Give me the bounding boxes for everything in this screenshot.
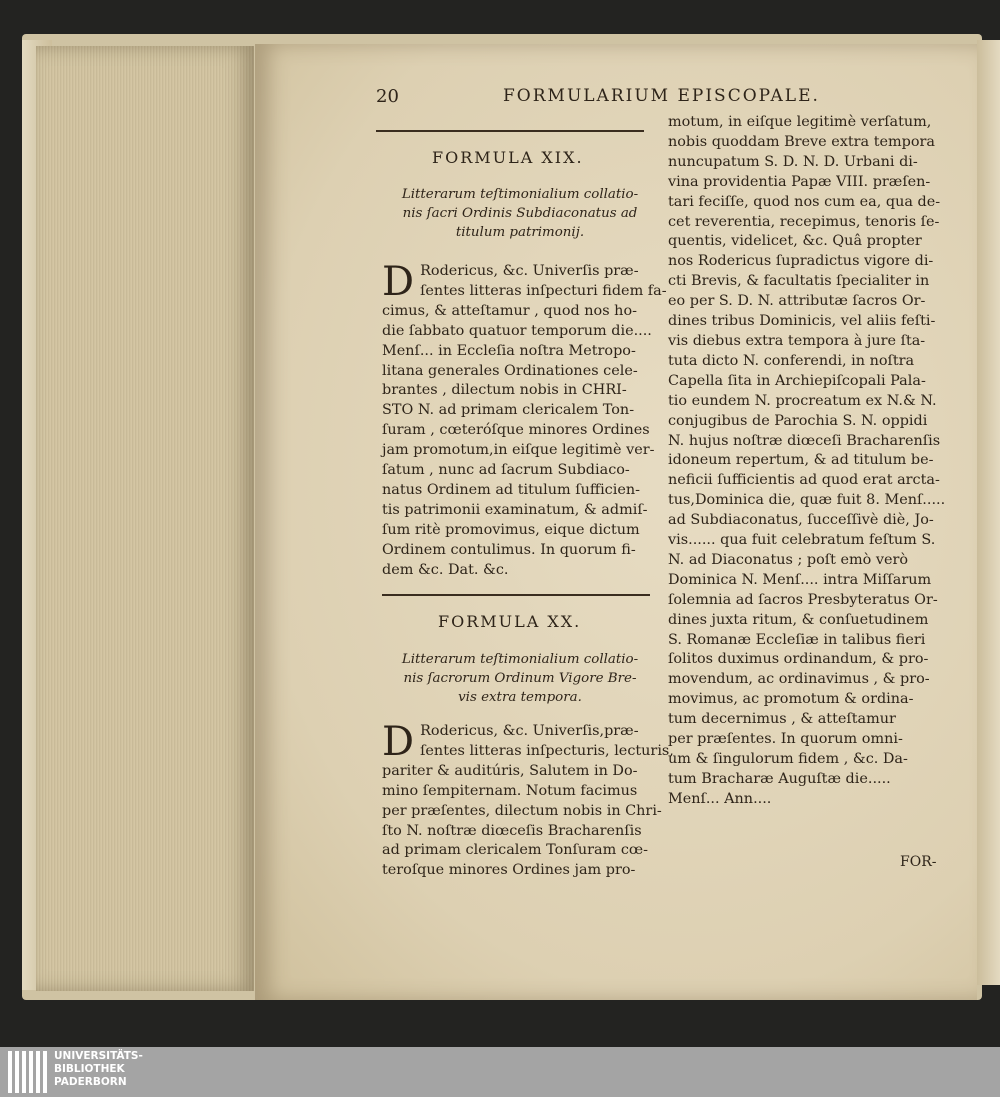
running-title: FORMULARIUM EPISCOPALE.: [503, 86, 820, 106]
text-line: tus,Dominica die, quæ fuit 8. Menſ.....: [668, 492, 946, 509]
text-line: ad primam clericalem Tonſuram cœ-: [382, 842, 648, 859]
text-line: ſum ritè promovimus, eique dictum: [382, 521, 640, 538]
drop-cap: D: [382, 719, 415, 765]
text-line: um & ſingulorum fidem , &c. Da-: [668, 751, 908, 767]
subtitle-line: Litterarum teſtimonialium collatio-: [401, 652, 639, 667]
drop-cap: D: [382, 259, 415, 305]
text-line: tio eundem N. procreatum ex N.& N.: [668, 392, 937, 409]
text-line: natus Ordinem ad titulum ſufficien-: [382, 481, 640, 498]
text-line: mino ſempiternam. Notum facimus: [382, 782, 638, 799]
text-line: ſuram , cœteróſque minores Ordines: [382, 422, 650, 439]
formula-xix-body: [382, 259, 667, 581]
text-line: brantes , dilectum nobis in CHRI-: [382, 382, 627, 399]
text-line: dem &c. Dat. &c.: [382, 561, 509, 578]
text-line: nos Rodericus ſupradictus vigore di-: [668, 253, 934, 270]
library-footer-bar: [0, 1047, 1000, 1097]
rule-top: [376, 130, 644, 132]
text-line: neficii ſufficientis ad quod erat arcta-: [668, 472, 940, 489]
text-line: Capella ſita in Archiepiſcopali Pala-: [668, 372, 926, 389]
text-line: movendum, ac ordinavimus , & pro-: [668, 671, 930, 688]
text-line: S. Romanæ Eccleſiæ in talibus fieri: [668, 631, 926, 648]
catchword: FOR-: [900, 854, 937, 870]
right-cover-edge: [977, 40, 1000, 985]
subtitle-line: nis ſacri Ordinis Subdiaconatus ad: [402, 206, 638, 221]
text-line: tari feciſſe, quod nos cum ea, qua de-: [668, 193, 941, 210]
text-line: STO N. ad primam clericalem Ton-: [382, 402, 635, 419]
text-line: N. hujus noſtræ diœceſi Bracharenſis: [668, 432, 941, 449]
page-edges: [36, 46, 254, 991]
text-line: ſolemnia ad ſacros Presbyteratus Or-: [668, 591, 938, 608]
text-line: Rodericus, &c. Univerſis,præ-: [420, 723, 639, 739]
text-line: tum Bracharæ Auguſtæ die.....: [668, 770, 891, 787]
text-line: dines juxta ritum, & conſuetudinem: [668, 611, 929, 628]
text-line: per præſentes, dilectum nobis in Chri-: [382, 802, 662, 819]
page-number: 20: [376, 86, 399, 107]
logo-line: PADERBORN: [54, 1076, 127, 1088]
text-line: motum, in eiſque legitimè verſatum,: [668, 114, 932, 130]
text-line: ad Subdiaconatus, ſucceſſivè diè, Jo-: [668, 512, 934, 529]
text-line: jam promotum,in eiſque legitimè ver-: [382, 442, 655, 459]
formula-xix-subtitle: [380, 185, 660, 242]
text-line: tuta dicto N. conferendi, in noſtra: [668, 352, 915, 369]
text-line: Rodericus, &c. Univerſis præ-: [420, 263, 639, 279]
subtitle-line: Litterarum teſtimonialium collatio-: [401, 187, 639, 202]
text-line: per præſentes. In quorum omni-: [668, 731, 903, 748]
text-line: Ordinem contulimus. In quorum fi-: [382, 541, 636, 558]
text-line: movimus, ac promotum & ordina-: [668, 691, 914, 708]
text-line: cimus, & atteſtamur , quod nos ho-: [382, 302, 637, 319]
text-line: Menſ... Ann....: [668, 790, 772, 807]
text-line: N. ad Diaconatus ; poſt emò verò: [668, 551, 909, 568]
text-line: cti Brevis, & facultatis ſpecialiter in: [668, 273, 930, 290]
text-line: eo per S. D. N. attributæ ſacros Or-: [668, 293, 926, 310]
text-line: nobis quoddam Breve extra tempora: [668, 133, 935, 150]
text-line: tis patrimonii examinatum, & admiſ-: [382, 501, 648, 518]
text-line: vina providentia Papæ VIII. præſen-: [668, 173, 931, 190]
library-logo-text: [54, 1050, 143, 1089]
logo-line: UNIVERSITÄTS-: [54, 1050, 143, 1062]
formula-xx-heading: FORMULA XX.: [438, 612, 582, 631]
formula-xx-body: [382, 719, 674, 881]
text-line: Dominica N. Menſ.... intra Miſſarum: [668, 571, 932, 588]
logo-line: BIBLIOTHEK: [54, 1063, 125, 1075]
right-column: [668, 113, 946, 810]
text-line: vis diebus extra tempora à jure ſta-: [668, 332, 926, 349]
text-line: ſentes litteras inſpecturis, lecturis,: [420, 742, 674, 759]
text-line: vis...... qua fuit celebratum feſtum S.: [668, 532, 936, 549]
text-line: teroſque minores Ordines jam pro-: [382, 862, 636, 879]
text-line: die ſabbato quatuor temporum die....: [382, 322, 652, 339]
text-line: Menſ... in Eccleſia noſtra Metropo-: [382, 342, 636, 359]
text-line: litana generales Ordinationes cele-: [382, 362, 638, 379]
subtitle-line: nis ſacrorum Ordinum Vigore Bre-: [403, 671, 637, 686]
text-line: quentis, videlicet, &c. Quâ propter: [668, 233, 922, 250]
rule-middle: [382, 594, 650, 596]
text-line: ſto N. noſtræ diœceſis Bracharenſis: [382, 822, 642, 839]
text-line: dines tribus Dominicis, vel aliis feſti-: [668, 313, 936, 330]
text-line: conjugibus de Parochia S. N. oppidi: [668, 412, 928, 429]
text-line: pariter & auditúris, Salutem in Do-: [382, 762, 638, 779]
library-logo-icon: [8, 1051, 52, 1093]
text-line: ſolitos duximus ordinandum, & pro-: [668, 651, 929, 668]
text-line: tum decernimus , & atteſtamur: [668, 711, 896, 728]
subtitle-line: vis extra tempora.: [458, 690, 582, 705]
formula-xx-subtitle: [380, 650, 660, 707]
text-line: ſatum , nunc ad ſacrum Subdiaco-: [382, 462, 630, 479]
text-line: idoneum repertum, & ad titulum be-: [668, 452, 934, 469]
text-line: nuncupatum S. D. N. D. Urbani di-: [668, 153, 918, 170]
formula-xix-heading: FORMULA XIX.: [432, 148, 584, 167]
subtitle-line: titulum patrimonij.: [455, 225, 585, 240]
text-line: cet reverentia, recepimus, tenoris ſe-: [668, 213, 940, 230]
text-line: ſentes litteras inſpecturi fidem fa-: [420, 282, 667, 299]
